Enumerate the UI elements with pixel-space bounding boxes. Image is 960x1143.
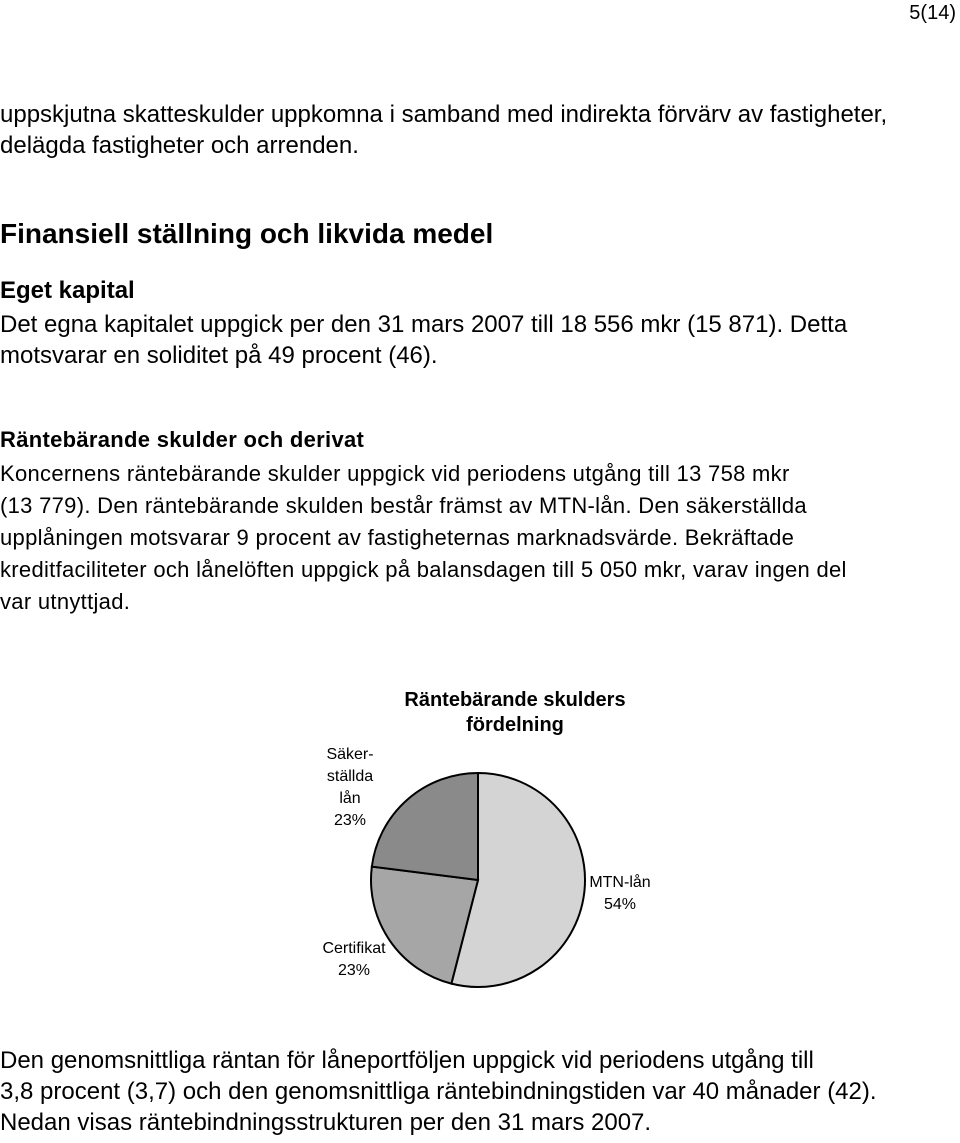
text-line: var utnyttjad. <box>0 589 131 614</box>
text-line: kreditfaciliteter och lånelöften uppgick på balansdagen till 5 050 mkr, varav ingen del <box>0 557 847 582</box>
slice-label-line: Certifikat <box>322 940 386 957</box>
slice-label-line: 23% <box>333 812 367 829</box>
page-number: 5(14) <box>909 2 956 24</box>
section-heading: Finansiell ställning och likvida medel <box>0 218 494 249</box>
chart-title-line: fördelning <box>466 714 564 736</box>
slice-label-certifikat <box>310 938 398 982</box>
text-line: (13 779). Den räntebärande skulden består främst av MTN-lån. Den säkerställda <box>0 493 807 518</box>
slice-label-line: ställda <box>326 768 374 785</box>
slice-label-line: MTN-lån <box>589 874 651 891</box>
closing-paragraph <box>0 1045 877 1138</box>
text-line: 3,8 procent (3,7) och den genomsnittliga räntebindningstiden var 40 månader (42). <box>0 1078 877 1105</box>
text-line: motsvarar en soliditet på 49 procent (46). <box>0 342 438 369</box>
text-line: delägda fastigheter och arrenden. <box>0 132 359 159</box>
slice-label-mtn <box>580 872 660 916</box>
equity-heading: Eget kapital <box>0 277 135 304</box>
text-line: uppskjutna skatteskulder uppkomna i samband med indirekta förvärv av fastigheter, <box>0 101 888 128</box>
slice-label-line: lån <box>339 790 361 807</box>
chart-title-line: Räntebärande skulders <box>404 689 626 711</box>
slice-label-line: 54% <box>603 896 637 913</box>
text-line: Koncernens räntebärande skulder uppgick vid periodens utgång till 13 758 mkr <box>0 461 790 486</box>
slice-label-line: 23% <box>337 962 371 979</box>
slice-label-line: Säker- <box>326 746 374 763</box>
text-line: Den genomsnittliga räntan för låneportföljen uppgick vid periodens utgång till <box>0 1047 814 1074</box>
text-line: Det egna kapitalet uppgick per den 31 mars 2007 till 18 556 mkr (15 871). Detta <box>0 311 848 338</box>
text-line: Nedan visas räntebindningsstrukturen per den 31 mars 2007. <box>0 1109 652 1136</box>
slice-label-sakerstallda <box>318 744 382 832</box>
debt-heading: Räntebärande skulder och derivat <box>0 427 365 452</box>
text-line: upplåningen motsvarar 9 procent av fastigheternas marknadsvärde. Bekräftade <box>0 525 795 550</box>
pie-slice-säkerställda-lån <box>372 773 478 880</box>
